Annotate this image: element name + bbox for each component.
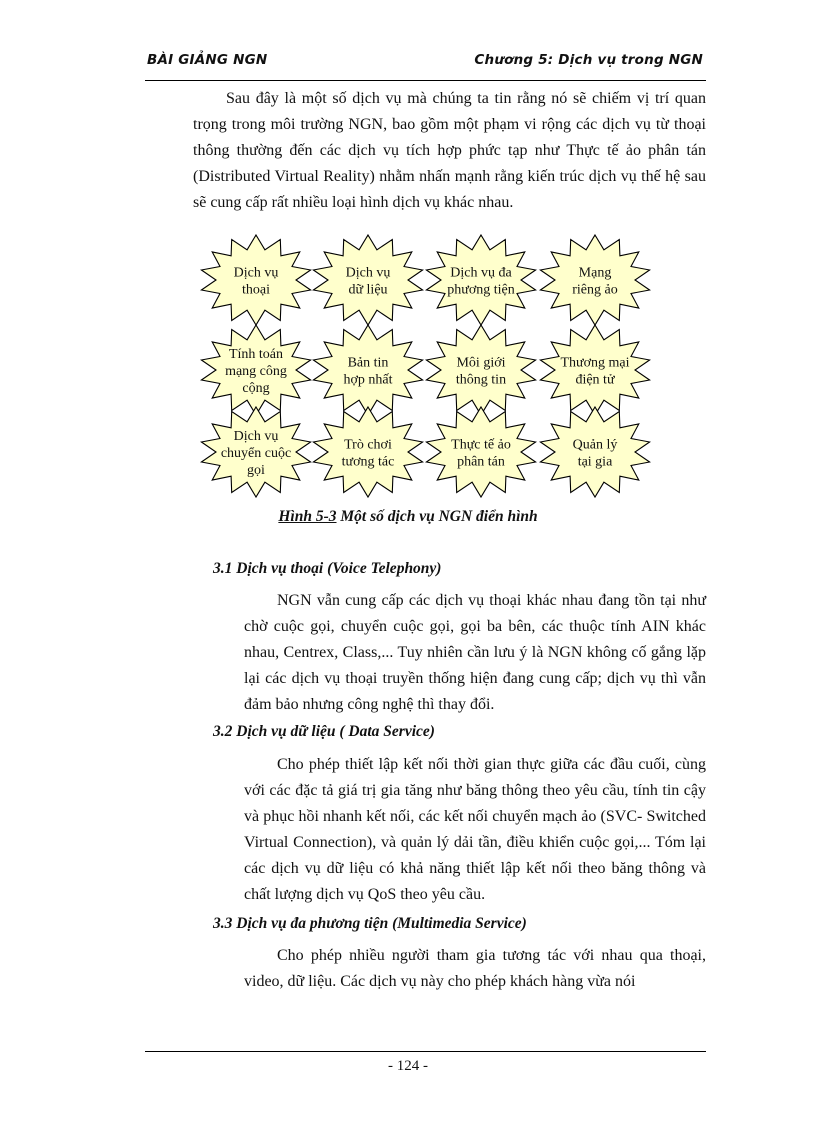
service-label-line: thông tin (455, 372, 507, 388)
service-star-mang-rieng-ao (540, 235, 649, 325)
service-star-moi-gioi-thong-tin (426, 325, 535, 415)
service-star-thuong-mai-dien-tu (540, 325, 649, 415)
service-label-line: Thực tế ảo (451, 437, 511, 453)
intro-paragraph: Sau đây là một số dịch vụ mà chúng ta tin rằng nó sẽ chiếm vị trí quan trọng trong môi trường NGN, bao gồm một phạm vi rộng các dịch vụ từ thoại thông thường đến các dịch vụ tích hợp phức tạp như Thực tế ảo phân tán (Distributed Virtual Reality) nhằm nhấn mạnh rằng kiến trúc dịch vụ thế hệ sau sẽ cung cấp rất nhiều loại hình dịch vụ khác nhau. (193, 90, 706, 211)
service-label-line: Môi giới (456, 355, 506, 371)
service-label-line: cộng (242, 381, 270, 396)
page-number: - 124 - (388, 1058, 428, 1074)
service-star-dich-vu-du-lieu (313, 235, 422, 325)
service-label-line: dữ liệu (348, 282, 388, 298)
service-star-quan-ly-tai-gia (540, 407, 649, 497)
section-heading-data: 3.2 Dịch vụ dữ liệu ( Data Service) (213, 723, 435, 740)
section-body-voice: NGN vẫn cung cấp các dịch vụ thoại khác nhau đang tồn tại như chờ cuộc gọi, chuyển cuộc gọi, gọi ba bên, các thuộc tính AIN khác nhau, Centrex, Class,... Tuy nhiên cần lưu ý là NGN không cố gắng lặp lại các dịch vụ thoại truyền thống hiện đang cung cấp; dịch vụ thì vẫn đảm bảo nhưng công nghệ thì thay đổi. (244, 592, 706, 713)
service-label-line: hợp nhất (343, 372, 393, 388)
section-body-data: Cho phép thiết lập kết nối thời gian thực giữa các đầu cuối, cùng với các đặc tả giá trị gia tăng như băng thông theo yêu cầu, tính tin cậy và phục hồi nhanh kết nối, các kết nối chuyển mạch ảo (SVC- Switched Virtual Connection), và quản lý dải tần, điều khiển cuộc gọi,... Tóm lại các dịch vụ dữ liệu có khả năng thiết lập kết nối theo băng thông và chất lượng dịch vụ QoS theo yêu cầu. (244, 756, 706, 903)
section-body-multimedia: Cho phép nhiều người tham gia tương tác với nhau qua thoại, video, dữ liệu. Các dịch vụ này cho phép khách hàng vừa nói (244, 947, 706, 990)
service-label-line: Bản tin (347, 355, 389, 371)
service-label-line: thoại (242, 282, 270, 298)
service-star-dich-vu-thoai (201, 235, 310, 325)
service-label-line: Quản lý (572, 437, 618, 453)
service-label-line: riêng ảo (572, 282, 618, 298)
service-label-line: tại gia (577, 454, 613, 470)
service-label-line: chuyển cuộc (220, 446, 292, 461)
service-label-line: Mạng (578, 265, 612, 281)
figure-caption (0, 508, 816, 526)
service-star-tro-choi-tuong-tac (313, 407, 422, 497)
header-left: BÀI GIẢNG NGN (147, 52, 268, 68)
service-label-line: điện tử (575, 372, 615, 388)
service-label-line: gọi (247, 463, 265, 478)
service-star-dich-vu-da-phuong-tien (426, 235, 535, 325)
service-label-line: phương tiện (447, 282, 515, 298)
service-label-line: Dịch vụ (233, 429, 279, 444)
service-label-line: Tính toán (228, 347, 284, 362)
header-right: Chương 5: Dịch vụ trong NGN (474, 52, 703, 68)
service-label-line: Thương mại (560, 355, 630, 371)
service-label-line: mạng công (225, 364, 287, 379)
figure-caption-label: Hình 5-3 (278, 508, 337, 525)
service-label-line: Dịch vụ đa (450, 265, 512, 281)
service-label-line: Dịch vụ (233, 265, 279, 281)
service-star-dich-vu-chuyen-cuoc-goi (201, 407, 310, 497)
section-heading-voice: 3.1 Dịch vụ thoại (Voice Telephony) (213, 560, 442, 577)
section-heading-multimedia: 3.3 Dịch vụ đa phương tiện (Multimedia Service) (213, 915, 527, 932)
service-label-line: phân tán (457, 454, 505, 470)
service-label-line: tương tác (341, 454, 395, 470)
service-star-ban-tin-hop-nhat (313, 325, 422, 415)
service-star-thuc-te-ao-phan-tan (426, 407, 535, 497)
service-star-tinh-toan-mang-cong-cong (201, 325, 310, 415)
footer-rule (145, 1051, 706, 1052)
service-label-line: Dịch vụ (345, 265, 391, 281)
service-label-line: Trò chơi (344, 437, 392, 453)
figure-caption-text: Một số dịch vụ NGN điển hình (336, 508, 538, 525)
